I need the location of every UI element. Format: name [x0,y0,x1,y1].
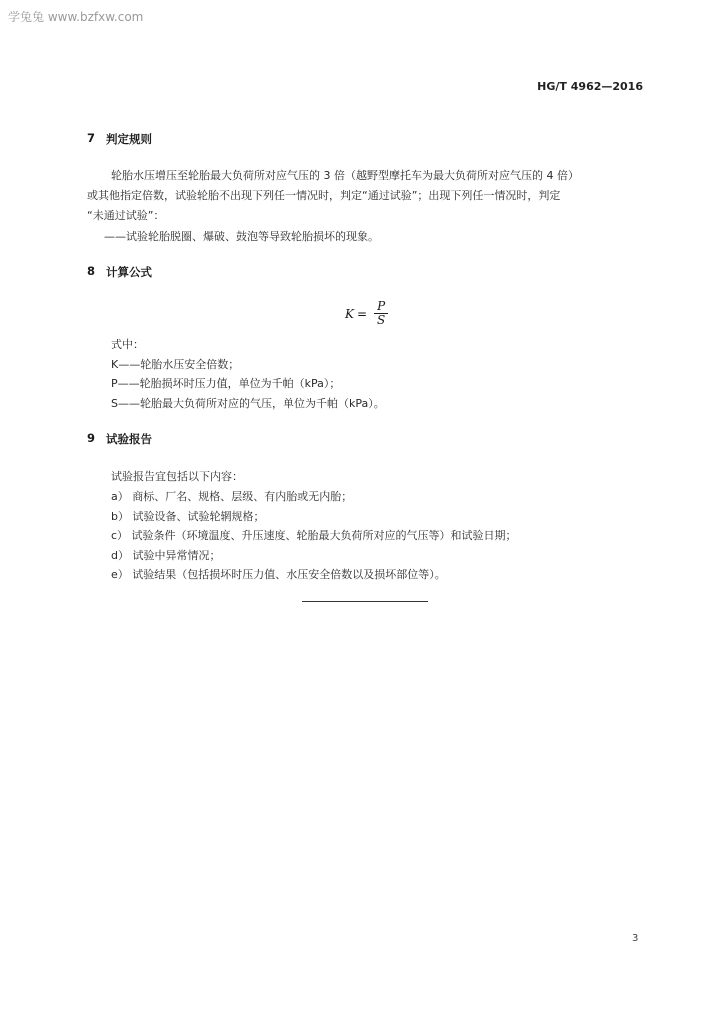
report-item-d: d） 试验中异常情况； [111,549,221,562]
formula-var-p: P——轮胎损坏时压力值，单位为千帕（kPa）； [111,377,341,390]
formula-var-k: K——轮胎水压安全倍数； [111,358,240,371]
formula-numerator: P [374,300,388,314]
formula-fraction [374,300,388,327]
formula-lhs: K [345,306,354,321]
page-number: 3 [632,933,639,944]
section-7-title: 判定规则 [106,132,152,146]
safety-factor-formula [345,300,388,327]
formula-equals: = [356,306,368,321]
section-7-para-line-3: “未通过试验”： [87,209,165,222]
report-item-a: a） 商标、厂名、规格、层级、有内胎或无内胎； [111,490,353,503]
section-9-number: 9 [87,431,96,445]
report-item-e: e） 试验结果（包括损坏时压力值、水压安全倍数以及损坏部位等）。 [111,568,446,581]
watermark-text: 学兔兔 www.bzfxw.com [8,10,144,24]
standard-code: HG/T 4962—2016 [537,80,643,93]
report-intro: 试验报告宜包括以下内容： [111,470,243,483]
section-8-number: 8 [87,264,96,278]
report-item-b: b） 试验设备、试验轮辋规格； [111,510,265,523]
section-7-para-line-1: 轮胎水压增压至轮胎最大负荷所对应气压的 3 倍（越野型摩托车为最大负荷所对应气压的 4 倍） [111,169,579,182]
end-rule-divider [302,601,428,602]
section-7-para-line-2: 或其他指定倍数，试验轮胎不出现下列任一情况时，判定“通过试验”；出现下列任一情况时，判定 [87,189,561,202]
formula-where-label: 式中： [111,338,144,351]
section-7-number: 7 [87,131,96,145]
section-8-title: 计算公式 [106,265,152,279]
section-9-title: 试验报告 [106,432,152,446]
formula-denominator: S [377,313,386,327]
section-7-item: ——试验轮胎脱圈、爆破、鼓泡等导致轮胎损坏的现象。 [104,230,379,243]
report-item-c: c） 试验条件（环境温度、升压速度、轮胎最大负荷所对应的气压等）和试验日期； [111,529,517,542]
formula-var-s: S——轮胎最大负荷所对应的气压，单位为千帕（kPa）。 [111,397,385,410]
